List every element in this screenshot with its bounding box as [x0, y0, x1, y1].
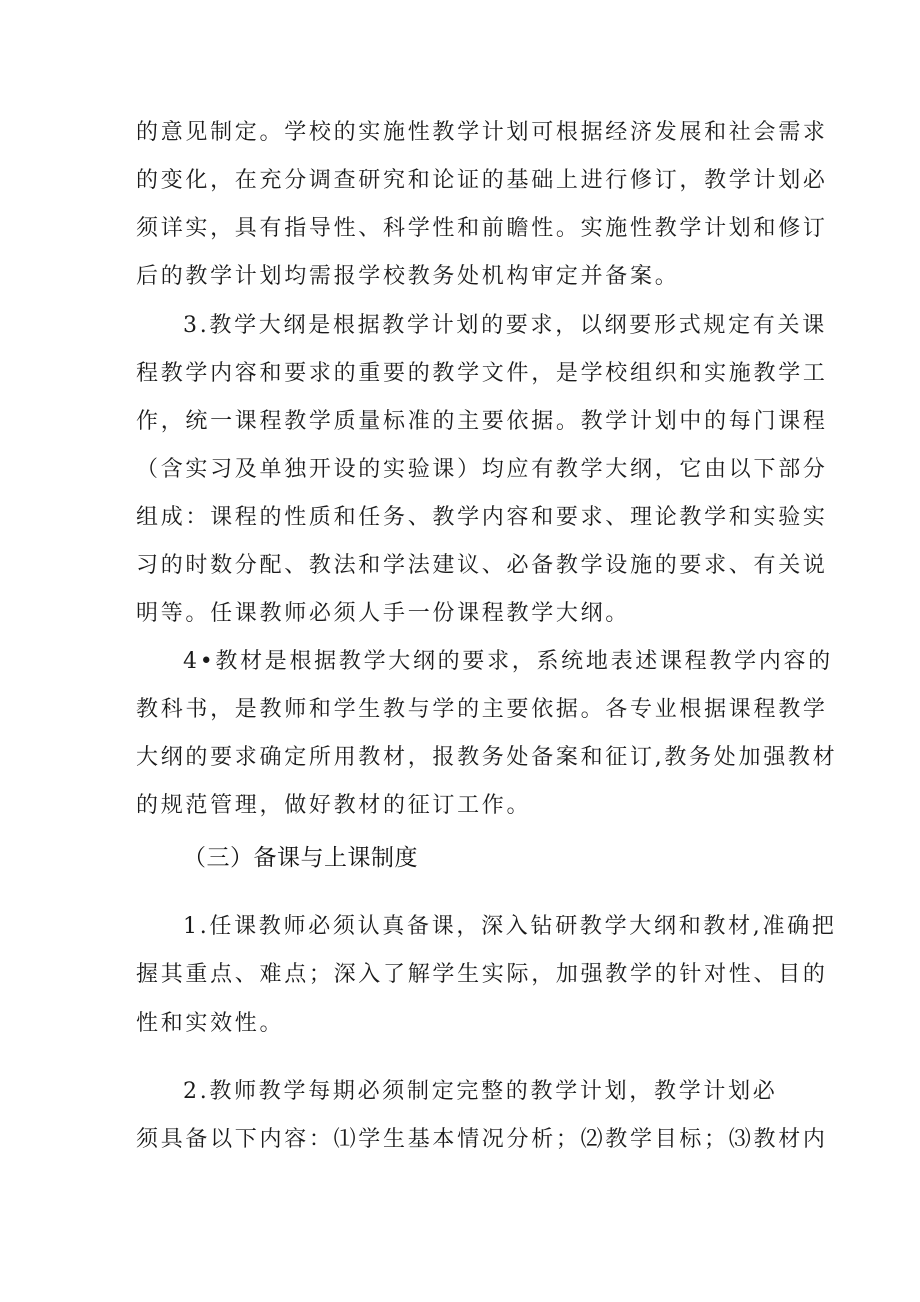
- paragraph-start-line: 4•教材是根据教学大纲的要求，系统地表述课程教学内容的: [183, 649, 833, 674]
- text-line: 后的教学计划均需报学校教务处机构审定并备案。: [136, 264, 680, 289]
- section-heading: （三）备课与上课制度: [183, 845, 418, 871]
- paragraph-start-line: 2.教师教学每期必须制定完整的教学计划，教学计划必: [183, 1079, 778, 1104]
- text-line: 明等。任课教师必须人手一份课程教学大纲。: [136, 601, 631, 626]
- text-line: 程教学内容和要求的重要的教学文件，是学校组织和实施教学工: [136, 361, 828, 386]
- paragraph-start-line: 1.任课教师必须认真备课，深入钻研教学大纲和教材,准确把: [183, 914, 837, 939]
- text-line: 组成：课程的性质和任务、教学内容和要求、理论教学和实验实: [136, 505, 828, 530]
- text-line: （含实习及单独开设的实验课）均应有教学大纲，它由以下部分: [136, 457, 828, 482]
- text-line: 教科书，是教师和学生教与学的主要依据。各专业根据课程教学: [136, 697, 828, 722]
- text-line: 作，统一课程教学质量标准的主要依据。教学计划中的每门课程: [136, 409, 828, 434]
- text-line: 大纲的要求确定所用教材，报教务处备案和征订,教务处加强教材: [136, 745, 838, 770]
- text-line: 的意见制定。学校的实施性教学计划可根据经济发展和社会需求: [136, 120, 828, 145]
- text-line: 的规范管理，做好教材的征订工作。: [136, 793, 532, 818]
- text-line: 须具备以下内容：⑴学生基本情况分析；⑵教学目标；⑶教材内: [136, 1127, 828, 1152]
- paragraph-start-line: 3.教学大纲是根据教学计划的要求，以纲要形式规定有关课: [183, 313, 827, 338]
- text-line: 性和实效性。: [136, 1011, 285, 1036]
- text-line: 握其重点、难点；深入了解学生实际，加强教学的针对性、目的: [136, 962, 828, 987]
- text-line: 须详实，具有指导性、科学性和前瞻性。实施性教学计划和修订: [136, 216, 828, 241]
- text-line: 的变化，在充分调查研究和论证的基础上进行修订，教学计划必: [136, 168, 828, 193]
- text-line: 习的时数分配、教法和学法建议、必备教学设施的要求、有关说: [136, 553, 828, 578]
